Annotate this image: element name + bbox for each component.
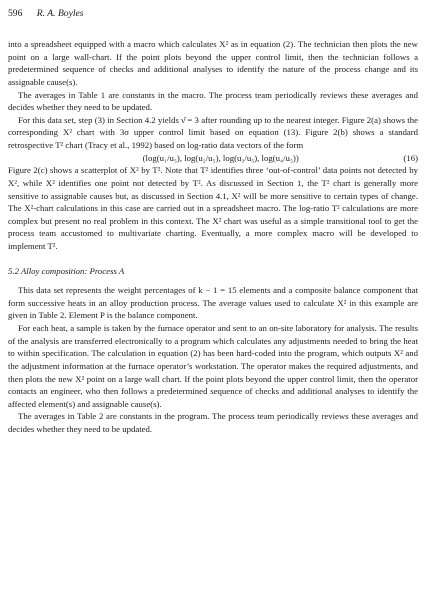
paragraph: Figure 2(c) shows a scatterplot of X² by T². Note that T² identifies three ‘out-of-control’ data points not detected by X², while X² identifies one point not detected by T². As discussed in Section 1, the T² chart is generally more sensitive to assignable causes but, as discussed in Section 4.1, X² will be more sensitive to certain types of change. The X²-chart calculations in this case are carried out in a spreadsheet macro. The log-ratio T² calculations are more complex but present no real problem in this context. The X² chart was useful as a simple transitional tool to get the process team accustomed to multivariate charting. Eventually, a more complex macro will be developed to implement T².: [8, 165, 418, 251]
paragraph: The averages in Table 1 are constants in the macro. The process team periodically reviews these averages and decides whether they need to be updated.: [8, 89, 418, 113]
paragraph: For this data set, step (3) in Section 4.2 yields ν̂ = 3 after rounding up to the nearest integer. Figure 2(a) shows the corresponding X² chart with 3σ upper control limit based on equation (13). Figure 2(b) shows a standard retrospective T² chart (Tracy et al., 1992) based on log-ratio data vectors of the form: [8, 114, 418, 150]
equation-16: [8, 152, 418, 165]
paragraph: This data set represents the weight percentages of k − 1 = 15 elements and a composite balance component that form successive heats in an alloy production process. The average values used to calculate X² in this example are given in Table 2. Element P is the balance component.: [8, 285, 418, 321]
paragraph: The averages in Table 2 are constants in the program. The process team periodically reviews these averages and decides whether they need to be updated.: [8, 411, 418, 435]
running-author: R. A. Boyles: [36, 8, 84, 19]
equation-number: (16): [403, 152, 418, 163]
paragraph: For each heat, a sample is taken by the furnace operator and sent to an on-site laboratory for analysis. The results of the analysis are transferred electronically to a program which calculates any adjustments needed to bring the heat to within specification. The calculation in equation (2) has been hard-coded into the program, which outputs X² and the adjustment information at the furnace operator’s workstation. The operator makes the required adjustments, and then plots the new X² point on a large wall chart. If the point plots beyond the upper control limit, then the operator contacts an engineer, who then follows a predetermined sequence of checks and additional analyses to identify the affected element(s) and assignable cause(s).: [8, 323, 418, 409]
equation-expression: (log(u₁/u₅), log(u₂/u₅), log(u₃/u₅), log(u₄/u₅)): [142, 152, 299, 163]
paragraph: into a spreadsheet equipped with a macro which calculates X² as in equation (2). The technician then plots the new point on a large wall-chart. If the point plots beyond the upper control limit, then the technician follows a predetermined sequence of checks and additional analyses to identify the nature of the process change and its assignable cause(s).: [8, 39, 418, 87]
page-number: 596: [8, 8, 23, 19]
body-text: [8, 38, 418, 436]
running-header: [8, 8, 84, 19]
section-heading: 5.2 Alloy composition: Process A: [8, 266, 125, 277]
